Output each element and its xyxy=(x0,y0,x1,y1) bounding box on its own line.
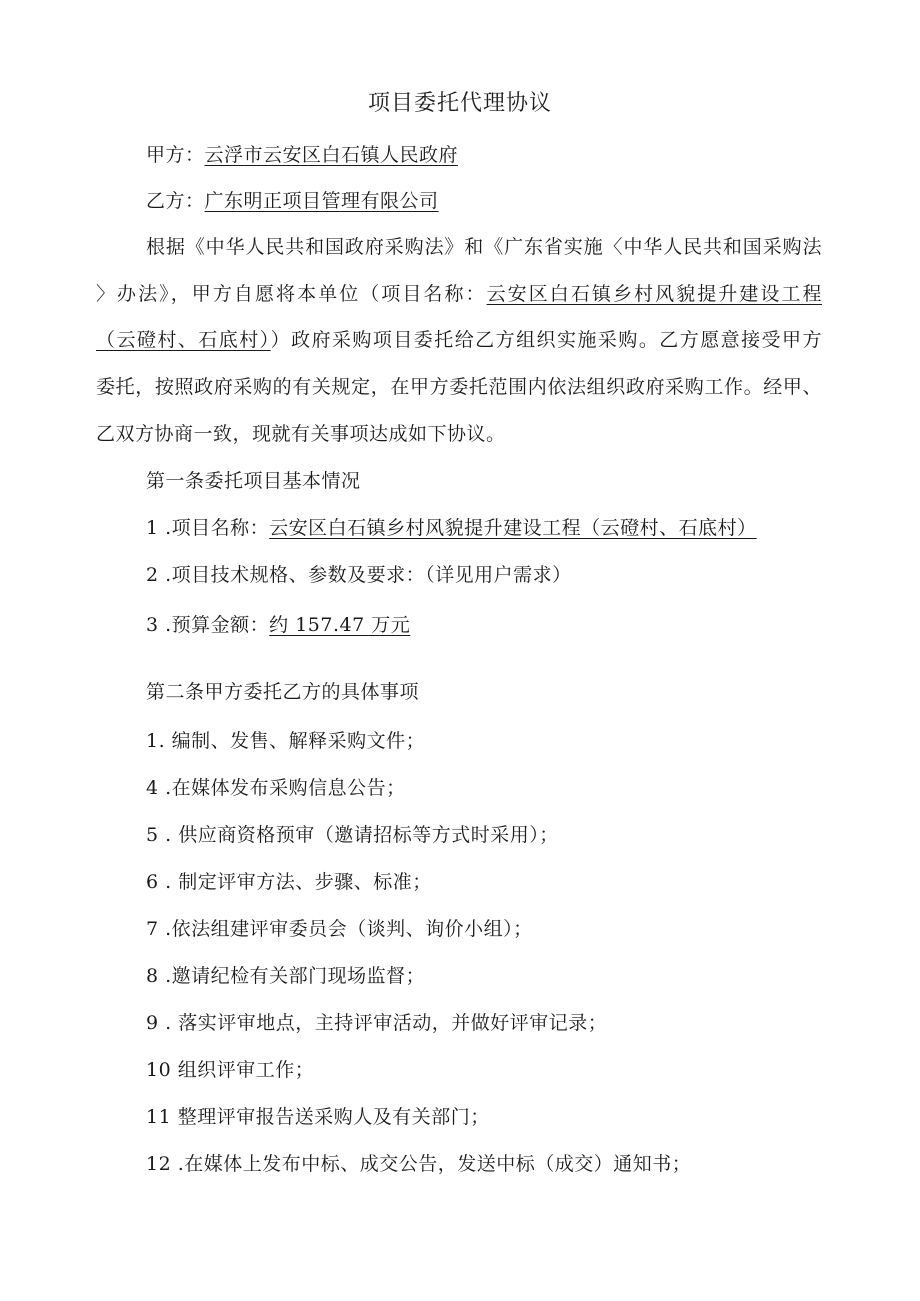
article-2-item: 6 . 制定评审方法、步骤、标准； xyxy=(146,871,432,893)
budget-label: 3 .预算金额： xyxy=(146,614,270,636)
document-title: 项目委托代理协议 xyxy=(367,91,552,116)
article-2-item: 12 .在媒体上发布中标、成交公告，发送中标（成交）通知书； xyxy=(146,1153,692,1175)
article-2-item: 9 . 落实评审地点，主持评审活动，并做好评审记录； xyxy=(146,1012,608,1034)
article-2-item: 1. 编制、发售、解释采购文件； xyxy=(146,730,426,752)
article-2-heading: 第二条甲方委托乙方的具体事项 xyxy=(146,681,420,703)
party-a xyxy=(146,143,458,167)
article-2-item: 10 组织评审工作； xyxy=(146,1059,315,1081)
intro-line-2-text: 〉办法》，甲方自愿将本单位（项目名称： xyxy=(96,283,487,305)
article-2-item: 8 .邀请纪检有关部门现场监督； xyxy=(146,965,426,987)
party-b xyxy=(146,189,439,213)
intro-line-4: 委托，按照政府采购的有关规定，在甲方委托范围内依法组织政府采购工作。经甲、 xyxy=(96,376,822,398)
article-2-item: 7 .依法组建评审委员会（谈判、询价小组）； xyxy=(146,918,533,940)
intro-project-villages: （云磴村、石底村） xyxy=(96,329,271,351)
article-1-heading: 第一条委托项目基本情况 xyxy=(146,470,361,492)
article-1-item-3 xyxy=(146,613,410,637)
project-name-value: 云安区白石镇乡村风貌提升建设工程（云磴村、石底村） xyxy=(269,517,757,539)
budget-value: 约 157.47 万元 xyxy=(269,614,411,636)
intro-line-3 xyxy=(96,328,822,352)
party-b-label: 乙方： xyxy=(146,190,205,212)
intro-line-2 xyxy=(96,282,822,306)
article-2-item: 5 . 供应商资格预审（邀请招标等方式时采用）； xyxy=(146,824,559,846)
article-1-item-1 xyxy=(146,516,757,540)
intro-line-5: 乙双方协商一致，现就有关事项达成如下协议。 xyxy=(96,423,506,445)
article-2-item: 4 .在媒体发布采购信息公告； xyxy=(146,777,406,799)
party-b-name: 广东明正项目管理有限公司 xyxy=(204,190,439,212)
project-name-label: 1 .项目名称： xyxy=(146,517,270,539)
article-1-item-2: 2 .项目技术规格、参数及要求：（详见用户需求） xyxy=(146,564,572,586)
intro-project-name: 云安区白石镇乡村风貌提升建设工程 xyxy=(486,283,822,305)
article-2-item: 11 整理评审报告送采购人及有关部门； xyxy=(146,1106,490,1128)
intro-line-1: 根据《中华人民共和国政府采购法》和《广东省实施〈中华人民共和国采购法 xyxy=(146,236,822,258)
party-a-label: 甲方： xyxy=(146,144,205,166)
intro-line-3-text: ）政府采购项目委托给乙方组织实施采购。乙方愿意接受甲方 xyxy=(270,329,822,351)
party-a-name: 云浮市云安区白石镇人民政府 xyxy=(204,144,459,166)
